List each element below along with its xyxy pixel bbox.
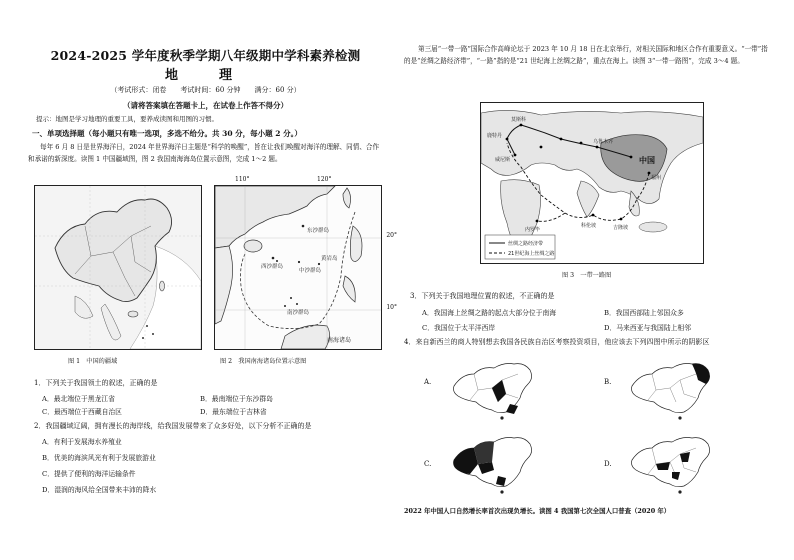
south-sea-islands-map: [214, 176, 397, 350]
label-fuzhou: 福州: [651, 175, 662, 181]
q4-map-d-graphic: [626, 434, 718, 496]
label-kuala-lumpur: 吉隆坡: [613, 225, 629, 231]
q4-map-d[interactable]: [626, 434, 718, 496]
lat-label-20: 20°: [386, 232, 397, 239]
q4-map-a-graphic: [448, 360, 540, 422]
q4-label-d[interactable]: D.: [604, 460, 612, 468]
question-3-option-d[interactable]: D．马来西亚与我国陆上相邻: [604, 324, 692, 332]
question-2-stem: 2．我国疆域辽阔，拥有漫长的海岸线，给我国发展带来了众多好处，以下分析不正确的是: [34, 422, 312, 430]
section-intro: 每年 6 月 8 日是世界海洋日，2024 年世界海洋日主题是“科学的唤醒”，旨在让我们唤醒对海洋的理解、同情、合作和承诺的新深度。读图 1 中国疆域图，图 2 我国南海海岛位置示意图，完成 1～2 题。: [28, 143, 380, 163]
label-rotterdam: 鹿特丹: [487, 133, 503, 139]
map1-caption: 图 1 中国的疆域: [68, 358, 118, 365]
belt-road-intro: 第三届“一带一路”国际合作高峰论坛于 2023 年 10 月 18 日在北京举行，对相关国际和地区合作有重要意义。“一带”指的是“丝绸之路经济带”，“一路”指的是“21 世纪海上丝绸之路”，重点在海上。读图 3“一带一路图”，完成 3～4 题。: [404, 45, 768, 65]
question-2-option-b[interactable]: B．优美的海滨风光有利于发展旅游业: [42, 454, 156, 462]
question-1-stem: 1．下列关于我国领土的叙述，正确的是: [34, 379, 158, 387]
legend-belt: 丝绸之路经济带: [508, 241, 544, 247]
label-huangyan: 黄岩岛: [321, 256, 338, 262]
label-xisha: 西沙群岛: [261, 264, 284, 270]
exam-title: 2024-2025 学年度秋季学期八年级期中学科素养检测: [50, 48, 361, 63]
lat-label-10: 10°: [386, 304, 397, 311]
q4-map-c-graphic: [448, 434, 540, 496]
section-heading: 一、单项选择题（每小题只有唯一选项，多选不给分。共 30 分，每小题 2 分。）: [32, 129, 302, 138]
china-label: 中国: [639, 156, 655, 165]
china-territory-map-graphic: [35, 186, 201, 349]
question-3-stem: 3．下列关于我国地理位置的叙述，不正确的是: [410, 292, 555, 300]
question-2-option-c[interactable]: C．提供了便利的海洋运输条件: [42, 470, 136, 478]
subject-title: 地 理: [164, 68, 246, 83]
south-sea-islands-graphic: [215, 186, 381, 349]
q4-map-a[interactable]: [448, 360, 540, 422]
question-1-option-c[interactable]: C．最西端位于西藏自治区: [42, 408, 122, 416]
answer-warning: （请将答案填在答题卡上，在试卷上作答不得分）: [123, 101, 288, 110]
label-moscow: 莫斯科: [511, 117, 527, 123]
lon-label-120: 120°: [317, 176, 332, 183]
q4-map-b-graphic: [626, 360, 718, 422]
question-3-option-b[interactable]: B．我国西部陆上邻国众多: [604, 309, 684, 317]
q4-map-c[interactable]: [448, 434, 540, 496]
q4-label-b[interactable]: B.: [604, 378, 612, 386]
label-zhongsha: 中沙群岛: [299, 268, 322, 274]
label-nairobi: 内罗毕: [525, 227, 541, 233]
question-1-option-d[interactable]: D．最东端位于吉林省: [200, 408, 267, 416]
question-2-option-a[interactable]: A．有利于发展海水养殖业: [42, 438, 122, 446]
question-1-option-b[interactable]: B．最南端位于东沙群岛: [200, 395, 273, 403]
label-south-sea-islands: 南海诸岛: [327, 337, 352, 344]
map2-caption: 图 2 我国南海诸岛位置示意图: [220, 358, 307, 365]
legend-road: 21世纪海上丝绸之路: [508, 251, 555, 257]
label-venice: 威尼斯: [495, 157, 511, 163]
label-dongsha: 东沙群岛: [307, 228, 330, 234]
question-3-option-a[interactable]: A．我国海上丝绸之路的起点大部分位于南海: [422, 309, 557, 317]
label-urumqi: 乌鲁木齐: [593, 139, 614, 145]
question-4-stem: 4．来自新西兰的商人特别想去我国各民族自治区考察投资项目，他应该去下列四图中所示的阴影区: [404, 338, 710, 346]
exam-tip: 提示：地图是学习地理的重要工具，要养成读图和用图的习惯。: [36, 115, 218, 123]
label-colombo: 科伦坡: [581, 223, 597, 229]
q4-map-b[interactable]: [626, 360, 718, 422]
label-nansha: 南沙群岛: [287, 310, 310, 316]
lon-label-110: 110°: [235, 176, 250, 183]
belt-road-map-graphic: [481, 103, 703, 263]
q4-label-a[interactable]: A.: [424, 378, 432, 386]
question-1-option-a[interactable]: A．最北端位于黑龙江省: [42, 395, 115, 403]
belt-road-map: [480, 102, 704, 264]
question-2-option-d[interactable]: D．湿润的海风给全国带来丰沛的降水: [42, 486, 157, 494]
q4-label-c[interactable]: C.: [424, 460, 432, 468]
china-territory-map: [34, 185, 202, 350]
question-3-option-c[interactable]: C．我国位于太平洋西岸: [422, 324, 496, 332]
map3-caption: 图 3 一带一路图: [562, 272, 612, 279]
exam-info: （考试形式：闭卷 考试时间：60 分钟 满分：60 分）: [110, 86, 301, 94]
question-5-intro: 2022 年中国人口自然增长率首次出现负增长。读图 4 我国第七次全国人口普查（2020 年）: [404, 507, 671, 515]
